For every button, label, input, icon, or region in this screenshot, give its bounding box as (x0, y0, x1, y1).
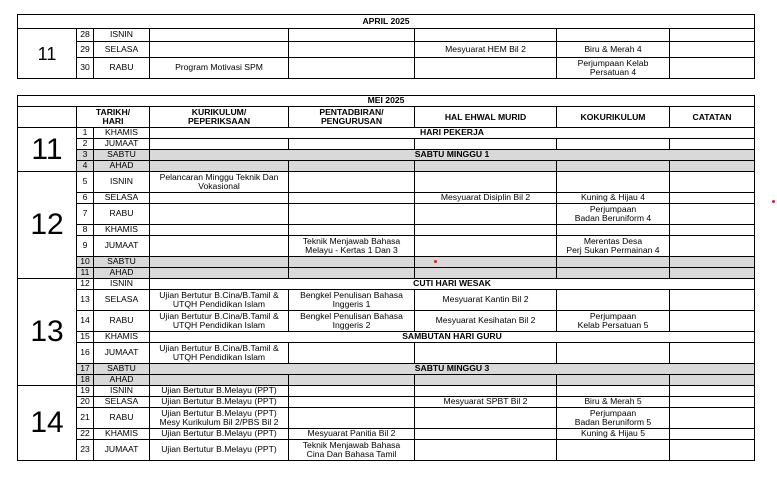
table-row (18, 193, 755, 204)
hem-cell (415, 408, 557, 429)
kurikulum-cell (150, 193, 289, 204)
pentadbiran-cell (289, 193, 415, 204)
day-name: JUMAAT (94, 440, 150, 461)
date-number: 19 (77, 386, 94, 397)
kokurikulum-cell (557, 375, 670, 386)
day-name: ISNIN (94, 29, 150, 42)
catatan-cell (670, 429, 755, 440)
day-name: RABU (94, 408, 150, 429)
day-name: SELASA (94, 290, 150, 311)
table-row (18, 386, 755, 397)
date-number: 28 (77, 29, 94, 42)
hem-cell (415, 58, 557, 79)
pentadbiran-cell: Teknik Menjawab Bahasa Melayu - Kertas 1 Dan 3 (289, 236, 415, 257)
date-number: 23 (77, 440, 94, 461)
catatan-cell (670, 139, 755, 150)
catatan-cell (670, 58, 755, 79)
table-row (18, 364, 755, 375)
table-row (18, 440, 755, 461)
catatan-cell (670, 386, 755, 397)
pentadbiran-cell (289, 58, 415, 79)
day-name: RABU (94, 311, 150, 332)
kurikulum-cell: Program Motivasi SPM (150, 58, 289, 79)
hem-cell (415, 29, 557, 42)
kurikulum-cell: Ujian Bertutur B.Cina/B.Tamil & UTQH Pendidikan Islam (150, 290, 289, 311)
day-name: KHAMIS (94, 128, 150, 139)
day-name: SELASA (94, 42, 150, 58)
table-row (18, 332, 755, 343)
kurikulum-cell (150, 29, 289, 42)
day-name: JUMAAT (94, 139, 150, 150)
date-number: 17 (77, 364, 94, 375)
date-number: 22 (77, 429, 94, 440)
date-number: 1 (77, 128, 94, 139)
header-kokurikulum: KOKURIKULUM (557, 107, 670, 128)
table-row (18, 429, 755, 440)
day-name: RABU (94, 204, 150, 225)
pentadbiran-cell (289, 225, 415, 236)
week-number: 13 (18, 279, 77, 386)
header-row (18, 107, 755, 128)
date-number: 9 (77, 236, 94, 257)
kurikulum-cell (150, 161, 289, 172)
kurikulum-cell (150, 225, 289, 236)
catatan-cell (670, 257, 755, 268)
kokurikulum-cell (557, 343, 670, 364)
kurikulum-cell: Ujian Bertutur B.Melayu (PPT) (150, 397, 289, 408)
kurikulum-cell: Ujian Bertutur B.Melayu (PPT) (150, 440, 289, 461)
catatan-cell (670, 193, 755, 204)
kokurikulum-cell (557, 29, 670, 42)
catatan-cell (670, 161, 755, 172)
week-header (18, 107, 77, 128)
day-name: KHAMIS (94, 332, 150, 343)
date-number: 15 (77, 332, 94, 343)
catatan-cell (670, 42, 755, 58)
table-row (18, 236, 755, 257)
hem-cell: Mesyuarat Kesihatan Bil 2 (415, 311, 557, 332)
hem-cell (415, 429, 557, 440)
kokurikulum-cell: Perjumpaan Kelab Persatuan 4 (557, 58, 670, 79)
kokurikulum-cell: Merentas Desa Perj Sukan Permainan 4 (557, 236, 670, 257)
kokurikulum-cell (557, 172, 670, 193)
pentadbiran-cell (289, 42, 415, 58)
date-number: 29 (77, 42, 94, 58)
pentadbiran-cell (289, 257, 415, 268)
catatan-cell (670, 236, 755, 257)
catatan-cell (670, 225, 755, 236)
hem-cell (415, 375, 557, 386)
hem-cell (415, 343, 557, 364)
header-pentadbiran: PENTADBIRAN/ PENGURUSAN (289, 107, 415, 128)
catatan-cell (670, 440, 755, 461)
day-name: SABTU (94, 364, 150, 375)
kokurikulum-cell (557, 257, 670, 268)
week-number: 11 (18, 128, 77, 172)
date-number: 30 (77, 58, 94, 79)
pentadbiran-cell (289, 161, 415, 172)
pentadbiran-cell (289, 343, 415, 364)
date-number: 8 (77, 225, 94, 236)
hem-cell (415, 139, 557, 150)
catatan-cell (670, 290, 755, 311)
table-row (18, 257, 755, 268)
day-name: ISNIN (94, 172, 150, 193)
kurikulum-cell (150, 268, 289, 279)
day-name: SELASA (94, 397, 150, 408)
day-name: AHAD (94, 268, 150, 279)
table-row (18, 172, 755, 193)
red-marker-dot (434, 260, 437, 263)
table-row (18, 128, 755, 139)
event-banner: SABTU MINGGU 1 (150, 150, 755, 161)
kurikulum-cell: Ujian Bertutur B.Melayu (PPT) (150, 429, 289, 440)
table-row (18, 408, 755, 429)
week-number: 14 (18, 386, 77, 461)
date-number: 20 (77, 397, 94, 408)
table-row (18, 279, 755, 290)
catatan-cell (670, 375, 755, 386)
pentadbiran-cell (289, 204, 415, 225)
kokurikulum-cell: Perjumpaan Kelab Persatuan 5 (557, 311, 670, 332)
day-name: JUMAAT (94, 343, 150, 364)
date-number: 6 (77, 193, 94, 204)
date-number: 18 (77, 375, 94, 386)
catatan-cell (670, 29, 755, 42)
week-number: 12 (18, 172, 77, 279)
table-title: APRIL 2025 (18, 15, 755, 29)
pentadbiran-cell (289, 268, 415, 279)
table-row (18, 139, 755, 150)
table-row (18, 42, 755, 58)
day-name: SABTU (94, 150, 150, 161)
pentadbiran-cell (289, 375, 415, 386)
pentadbiran-cell: Mesyuarat Panitia Bil 2 (289, 429, 415, 440)
table-row (18, 204, 755, 225)
day-name: AHAD (94, 161, 150, 172)
catatan-cell (670, 204, 755, 225)
day-name: AHAD (94, 375, 150, 386)
hem-cell (415, 386, 557, 397)
table-title: MEI 2025 (18, 96, 755, 107)
kokurikulum-cell: Kuning & Hijau 4 (557, 193, 670, 204)
table-row (18, 290, 755, 311)
pentadbiran-cell (289, 29, 415, 42)
date-number: 16 (77, 343, 94, 364)
event-banner: CUTI HARI WESAK (150, 279, 755, 290)
kurikulum-cell: Ujian Bertutur B.Melayu (PPT) (150, 386, 289, 397)
table-row (18, 161, 755, 172)
pentadbiran-cell (289, 397, 415, 408)
kurikulum-cell (150, 204, 289, 225)
hem-cell (415, 172, 557, 193)
kurikulum-cell (150, 139, 289, 150)
header-tarikh-hari: TARIKH/ HARI (77, 107, 150, 128)
hem-cell (415, 268, 557, 279)
table-row (18, 268, 755, 279)
hem-cell: Mesyuarat SPBT Bil 2 (415, 397, 557, 408)
pentadbiran-cell: Bengkel Penulisan Bahasa Inggeris 1 (289, 290, 415, 311)
kokurikulum-cell: Biru & Merah 4 (557, 42, 670, 58)
kokurikulum-cell: Perjumpaan Badan Beruniform 5 (557, 408, 670, 429)
kurikulum-cell (150, 375, 289, 386)
pentadbiran-cell (289, 172, 415, 193)
hem-cell: Mesyuarat Kantin Bil 2 (415, 290, 557, 311)
kurikulum-cell: Ujian Bertutur B.Melayu (PPT) Mesy Kurikulum Bil 2/PBS Bil 2 (150, 408, 289, 429)
date-number: 4 (77, 161, 94, 172)
kokurikulum-cell (557, 440, 670, 461)
day-name: ISNIN (94, 279, 150, 290)
pentadbiran-cell: Bengkel Penulisan Bahasa Inggeris 2 (289, 311, 415, 332)
kokurikulum-cell (557, 386, 670, 397)
date-number: 21 (77, 408, 94, 429)
mei-2025-table (17, 95, 755, 461)
april-2025-table (17, 14, 755, 79)
table-row (18, 29, 755, 42)
day-name: KHAMIS (94, 225, 150, 236)
pentadbiran-cell (289, 408, 415, 429)
hem-cell: Mesyuarat HEM Bil 2 (415, 42, 557, 58)
pentadbiran-cell (289, 139, 415, 150)
header-kurikulum: KURIKULUM/ PEPERIKSAAN (150, 107, 289, 128)
date-number: 7 (77, 204, 94, 225)
table-row (18, 343, 755, 364)
day-name: SABTU (94, 257, 150, 268)
table-row (18, 225, 755, 236)
hem-cell (415, 440, 557, 461)
table-title-row (18, 15, 755, 29)
day-name: ISNIN (94, 386, 150, 397)
table-row (18, 311, 755, 332)
kokurikulum-cell (557, 139, 670, 150)
hem-cell: Mesyuarat Disiplin Bil 2 (415, 193, 557, 204)
hem-cell (415, 161, 557, 172)
header-hal-ehwal-murid: HAL EHWAL MURID (415, 107, 557, 128)
day-name: SELASA (94, 193, 150, 204)
header-catatan: CATATAN (670, 107, 755, 128)
kurikulum-cell (150, 236, 289, 257)
catatan-cell (670, 268, 755, 279)
date-number: 10 (77, 257, 94, 268)
catatan-cell (670, 408, 755, 429)
kurikulum-cell: Ujian Bertutur B.Cina/B.Tamil & UTQH Pendidikan Islam (150, 343, 289, 364)
table-row (18, 150, 755, 161)
date-number: 11 (77, 268, 94, 279)
kurikulum-cell: Ujian Bertutur B.Cina/B.Tamil & UTQH Pendidikan Islam (150, 311, 289, 332)
kokurikulum-cell (557, 290, 670, 311)
date-number: 3 (77, 150, 94, 161)
date-number: 14 (77, 311, 94, 332)
event-banner: SAMBUTAN HARI GURU (150, 332, 755, 343)
hem-cell (415, 204, 557, 225)
day-name: RABU (94, 58, 150, 79)
hem-cell (415, 225, 557, 236)
kokurikulum-cell (557, 268, 670, 279)
kokurikulum-cell: Biru & Merah 5 (557, 397, 670, 408)
table-row (18, 397, 755, 408)
catatan-cell (670, 311, 755, 332)
kurikulum-cell (150, 257, 289, 268)
event-banner: SABTU MINGGU 3 (150, 364, 755, 375)
kokurikulum-cell (557, 225, 670, 236)
date-number: 5 (77, 172, 94, 193)
day-name: JUMAAT (94, 236, 150, 257)
table-title-row (18, 96, 755, 107)
table-row (18, 375, 755, 386)
kokurikulum-cell (557, 161, 670, 172)
week-number: 11 (18, 29, 77, 79)
catatan-cell (670, 172, 755, 193)
event-banner: HARI PEKERJA (150, 128, 755, 139)
red-marker-dot (772, 200, 775, 203)
kurikulum-cell: Pelancaran Minggu Teknik Dan Vokasional (150, 172, 289, 193)
date-number: 12 (77, 279, 94, 290)
kokurikulum-cell: Kuning & Hijau 5 (557, 429, 670, 440)
table-row (18, 58, 755, 79)
catatan-cell (670, 343, 755, 364)
catatan-cell (670, 397, 755, 408)
hem-cell (415, 236, 557, 257)
kurikulum-cell (150, 42, 289, 58)
pentadbiran-cell (289, 386, 415, 397)
pentadbiran-cell: Teknik Menjawab Bahasa Cina Dan Bahasa Tamil (289, 440, 415, 461)
day-name: KHAMIS (94, 429, 150, 440)
date-number: 2 (77, 139, 94, 150)
date-number: 13 (77, 290, 94, 311)
kokurikulum-cell: Perjumpaan Badan Beruniform 4 (557, 204, 670, 225)
